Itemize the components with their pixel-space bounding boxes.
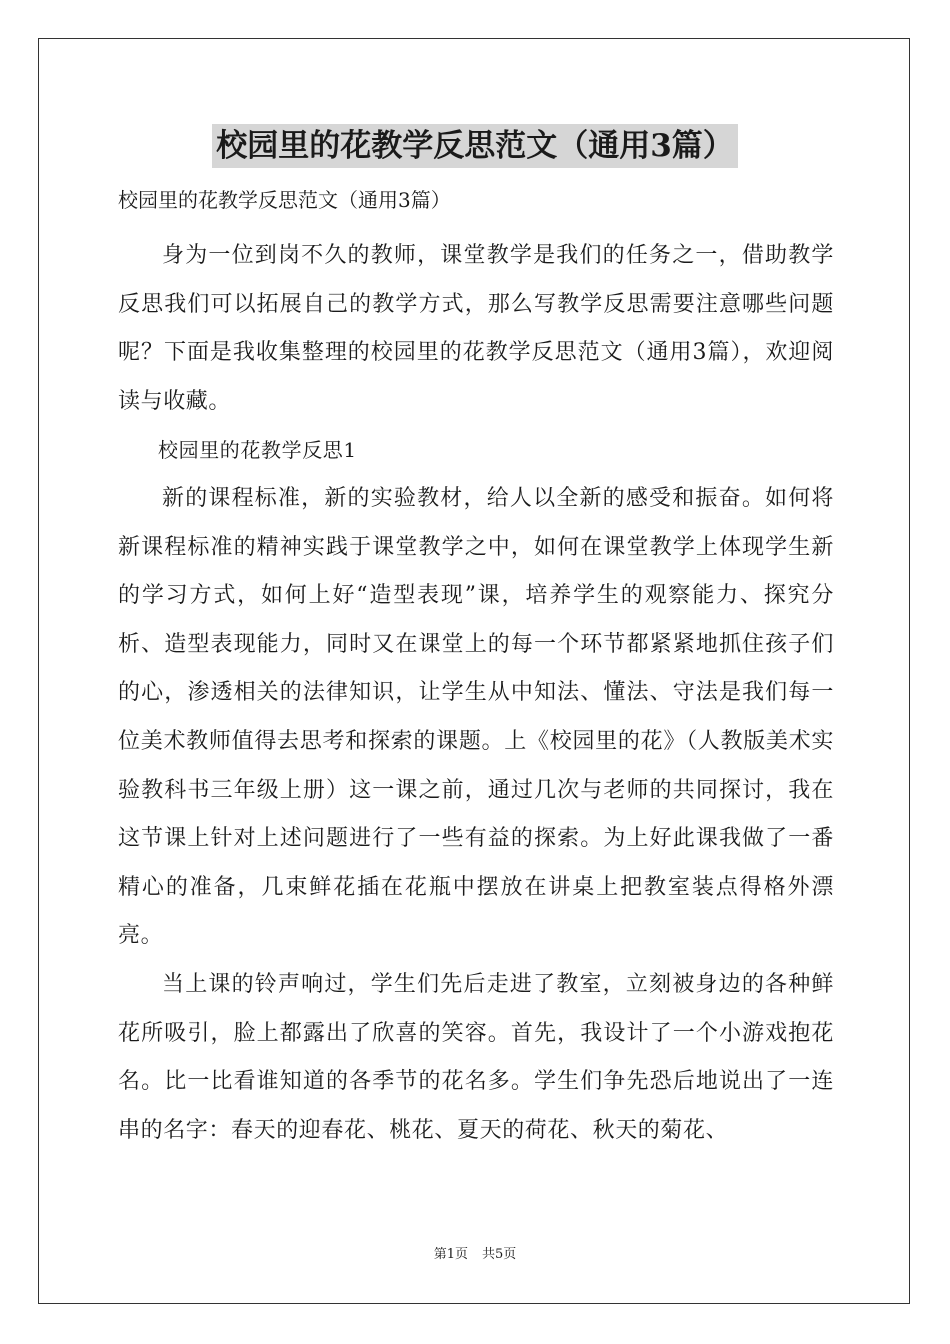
document-body [118, 232, 834, 1155]
document-title: 校园里的花教学反思范文（通用3篇） [212, 124, 738, 168]
body-paragraph: 当上课的铃声响过，学生们先后走进了教室，立刻被身边的各种鲜花所吸引，脸上都露出了欣喜的笑容。首先，我设计了一个小游戏抱花名。比一比看谁知道的各季节的花名多。学生们争先恐后地说出了一连串的名字：春天的迎春花、桃花、夏天的荷花、秋天的菊花、 [118, 971, 834, 1143]
page-footer [0, 1246, 950, 1264]
section-heading: 校园里的花教学反思1 [158, 438, 357, 463]
body-paragraph: 新的课程标准，新的实验教材，给人以全新的感受和振奋。如何将新课程标准的精神实践于课堂教学之中，如何在课堂教学上体现学生新的学习方式，如何上好“造型表现”课，培养学生的观察能力、探究分析、造型表现能力，同时又在课堂上的每一个环节都紧紧地抓住孩子们的心，渗透相关的法律知识，让学生从中知法、懂法、守法是我们每一位美术教师值得去思考和探索的课题。上《校园里的花》（人教版美术实验教科书三年级上册）这一课之前，通过几次与老师的共同探讨，我在这节课上针对上述问题进行了一些有益的探索。为上好此课我做了一番精心的准备，几束鲜花插在花瓶中摆放在讲桌上把教室装点得格外漂亮。 [118, 485, 834, 949]
intro-paragraph: 身为一位到岗不久的教师，课堂教学是我们的任务之一，借助教学反思我们可以拓展自己的教学方式，那么写教学反思需要注意哪些问题呢？下面是我收集整理的校园里的花教学反思范文（通用3篇），欢迎阅读与收藏。 [118, 243, 834, 414]
page-total: 共5页 [482, 1247, 517, 1262]
page-number: 第1页 [433, 1247, 468, 1262]
document-subtitle: 校园里的花教学反思范文（通用3篇） [118, 188, 451, 212]
title-container [0, 124, 950, 168]
